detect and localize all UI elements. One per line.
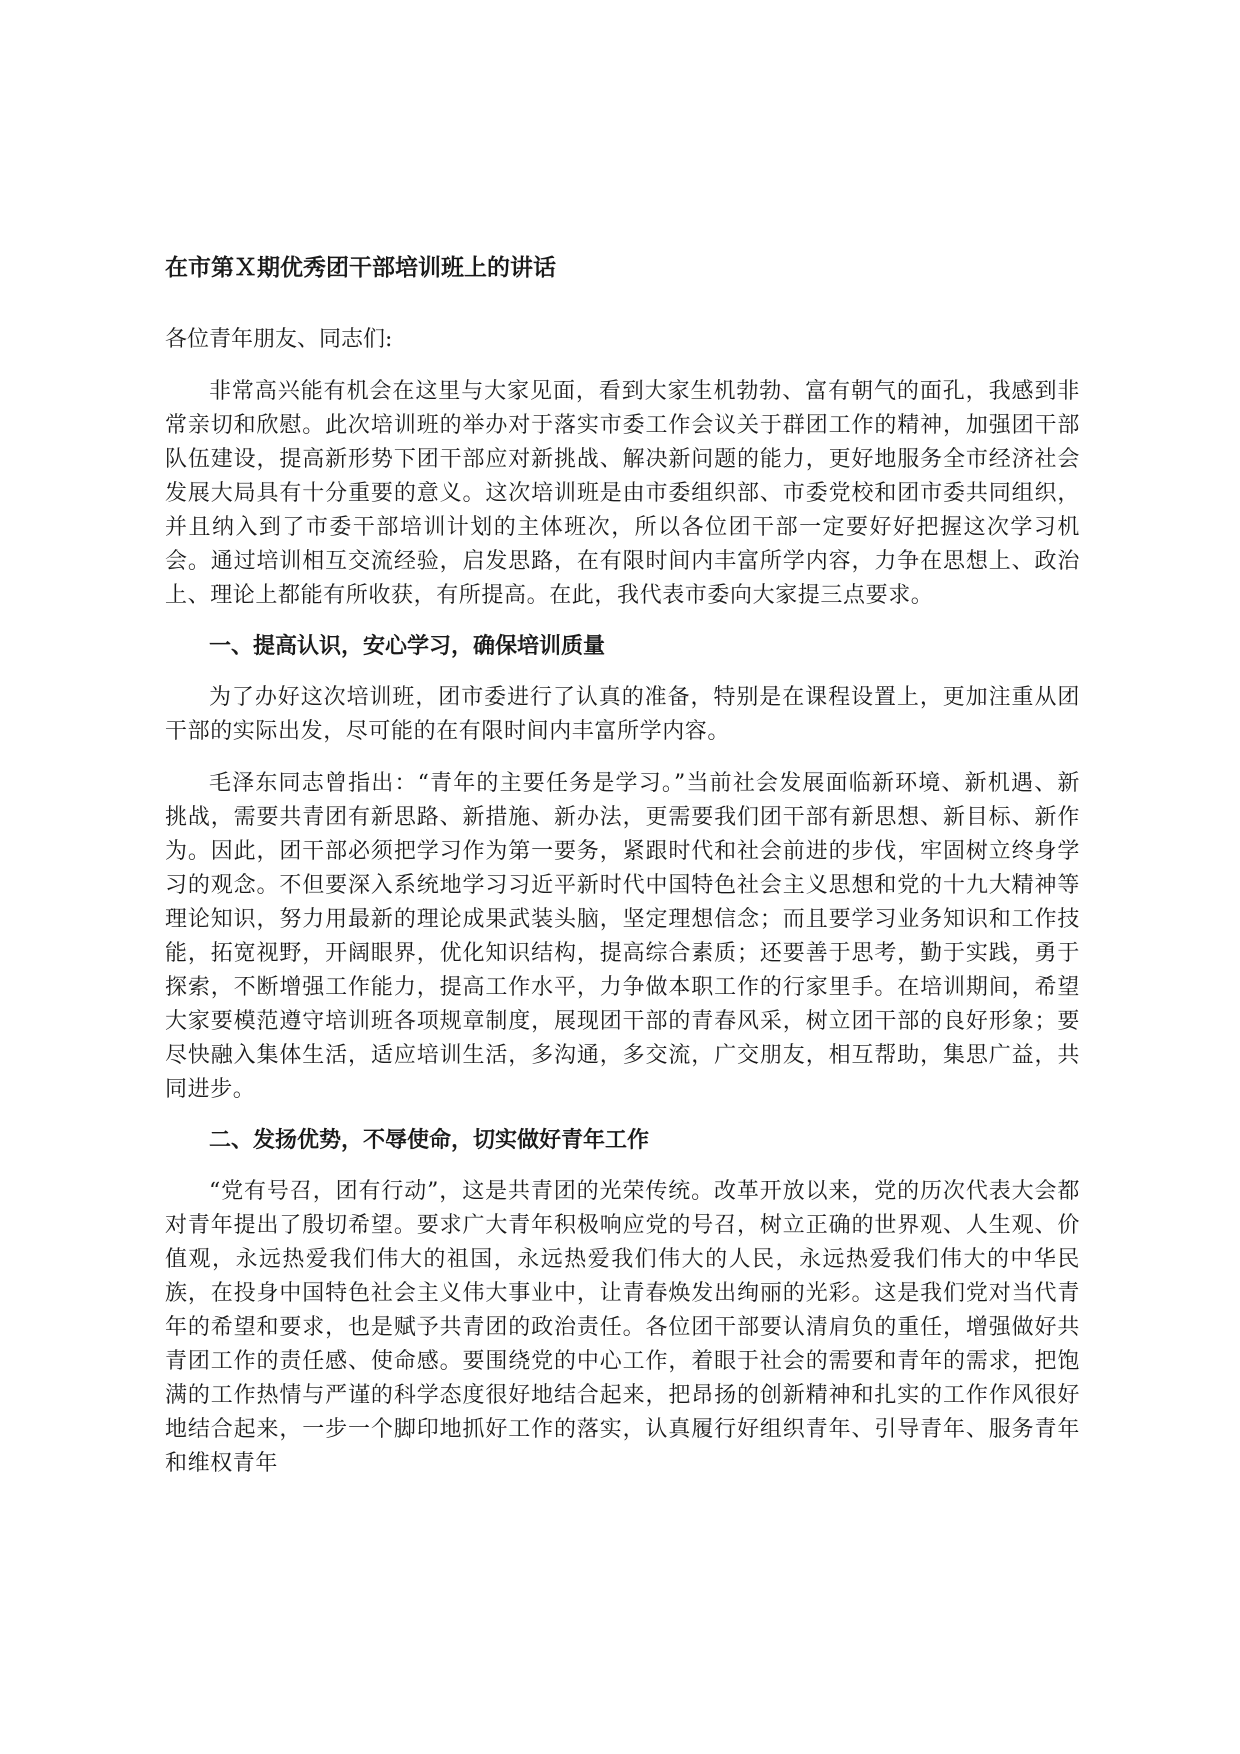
greeting-line: 各位青年朋友、同志们: [165,327,393,352]
paragraph-preparation: 为了办好这次培训班，团市委进行了认真的准备，特别是在课程设置上，更加注重从团干部的实际出发，尽可能的在有限时间内丰富所学内容。 [165,685,1080,744]
document-title: 在市第Ｘ期优秀团干部培训班上的讲话 [165,255,556,281]
document-page [165,252,1080,1499]
paragraph-youth-work: “党有号召，团有行动”，这是共青团的光荣传统。改革开放以来，党的历次代表大会都对青年提出了殷切希望。要求广大青年积极响应党的号召，树立正确的世界观、人生观、价值观，永远热爱我们伟大的祖国，永远热爱我们伟大的人民，永远热爱我们伟大的中华民族，在投身中国特色社会主义伟大事业中，让青春焕发出绚丽的光彩。这是我们党对当代青年的希望和要求，也是赋予共青团的政治责任。各位团干部要认清肩负的重任，增强做好共青团工作的责任感、使命感。要围绕党的中心工作，着眼于社会的需要和青年的需求，把饱满的工作热情与严谨的科学态度很好地结合起来，把昂扬的创新精神和扎实的工作作风很好地结合起来，一步一个脚印地抓好工作的落实，认真履行好组织青年、引导青年、服务青年和维权青年 [165,1179,1080,1476]
section-heading-1: 一、提高认识，安心学习，确保培训质量 [209,634,606,659]
paragraph-study: 毛泽东同志曾指出：“青年的主要任务是学习。”当前社会发展面临新环境、新机遇、新挑战，需要共青团有新思路、新措施、新办法，更需要我们团干部有新思想、新目标、新作为。因此，团干部必须把学习作为第一要务，紧跟时代和社会前进的步伐，牢固树立终身学习的观念。不但要深入系统地学习习近平新时代中国特色社会主义思想和党的十九大精神等理论知识，努力用最新的理论成果武装头脑，坚定理想信念；而且要学习业务知识和工作技能，拓宽视野，开阔眼界，优化知识结构，提高综合素质；还要善于思考，勤于实践，勇于探索，不断增强工作能力，提高工作水平，力争做本职工作的行家里手。在培训期间，希望大家要模范遵守培训班各项规章制度，展现团干部的青春风采，树立团干部的良好形象；要尽快融入集体生活，适应培训生活，多沟通，多交流，广交朋友，相互帮助，集思广益，共同进步。 [165,771,1080,1102]
section-heading-2: 二、发扬优势，不辱使命，切实做好青年工作 [209,1128,650,1153]
paragraph-intro: 非常高兴能有机会在这里与大家见面，看到大家生机勃勃、富有朝气的面孔，我感到非常亲切和欣慰。此次培训班的举办对于落实市委工作会议关于群团工作的精神，加强团干部队伍建设，提高新形势下团干部应对新挑战、解决新问题的能力，更好地服务全市经济社会发展大局具有十分重要的意义。这次培训班是由市委组织部、市委党校和团市委共同组织，并且纳入到了市委干部培训计划的主体班次，所以各位团干部一定要好好把握这次学习机会。通过培训相互交流经验，启发思路，在有限时间内丰富所学内容，力争在思想上、政治上、理论上都能有所收获，有所提高。在此，我代表市委向大家提三点要求。 [165,379,1080,608]
